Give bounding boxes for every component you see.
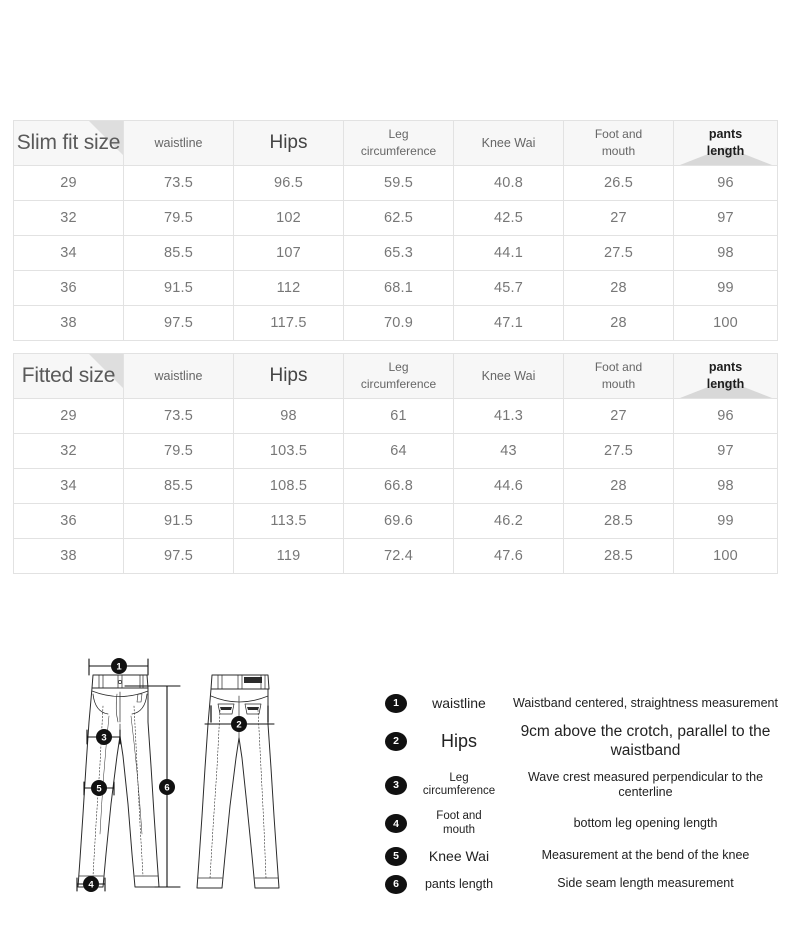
- slim-fit-size-table-container: [13, 120, 777, 341]
- legend-item-hips: [385, 722, 780, 761]
- cell-size: 32: [14, 434, 124, 469]
- column-header-leg-line1: Leg: [388, 126, 409, 141]
- legend-item-leg-circumference: [385, 770, 780, 801]
- cell-waistline: 97.5: [124, 306, 234, 341]
- table-row: [14, 504, 778, 539]
- svg-text:3: 3: [101, 732, 107, 744]
- cell-size: 38: [14, 306, 124, 341]
- cell-foot-and-mouth: 28: [564, 306, 674, 341]
- cell-knee-wai: 44.6: [454, 469, 564, 504]
- column-header-size: [14, 354, 124, 399]
- table-row: [14, 434, 778, 469]
- cell-hips: 103.5: [234, 434, 344, 469]
- table-row: [14, 399, 778, 434]
- cell-leg-circumference: 70.9: [344, 306, 454, 341]
- legend-term-pants-length: pants length: [424, 876, 494, 891]
- table-row: [14, 236, 778, 271]
- column-header-foot-line2: mouth: [601, 377, 636, 391]
- cell-foot-and-mouth: 27: [564, 201, 674, 236]
- cell-knee-wai: 47.1: [454, 306, 564, 341]
- legend-term-foot-line1: Foot and: [436, 810, 482, 822]
- legend-term-waistline: waistline: [432, 695, 486, 712]
- cell-pants-length: 99: [674, 504, 778, 539]
- fitted-size-table-container: [13, 353, 777, 574]
- column-header-pants-length: [674, 354, 778, 399]
- cell-leg-circumference: 66.8: [344, 469, 454, 504]
- table-header-row: [14, 121, 778, 166]
- legend-desc-pants-length: Side seam length measurement: [557, 876, 734, 891]
- cell-leg-circumference: 59.5: [344, 166, 454, 201]
- legend-term-leg-circumference: [407, 772, 511, 800]
- cell-leg-circumference: 65.3: [344, 236, 454, 271]
- table-row: [14, 469, 778, 504]
- column-header-knee-wai: [454, 121, 564, 166]
- column-header-size: [14, 121, 124, 166]
- column-header-hips: [234, 121, 344, 166]
- cell-foot-and-mouth: 28: [564, 469, 674, 504]
- column-header-length-line1: pants: [708, 127, 743, 142]
- legend-desc-hips: 9cm above the crotch, parallel to the waistband: [520, 723, 771, 760]
- cell-pants-length: 96: [674, 166, 778, 201]
- cell-foot-and-mouth: 27.5: [564, 434, 674, 469]
- cell-knee-wai: 47.6: [454, 539, 564, 574]
- column-header-foot-and-mouth: [564, 121, 674, 166]
- legend-term-hips: Hips: [440, 730, 477, 751]
- legend-item-foot-and-mouth: [385, 810, 780, 838]
- cell-size: 38: [14, 539, 124, 574]
- measurement-diagram-section: [0, 636, 790, 936]
- cell-hips: 112: [234, 271, 344, 306]
- cell-knee-wai: 44.1: [454, 236, 564, 271]
- cell-size: 36: [14, 504, 124, 539]
- column-header-waistline: [124, 121, 234, 166]
- cell-foot-and-mouth: 28.5: [564, 539, 674, 574]
- cell-leg-circumference: 69.6: [344, 504, 454, 539]
- cell-hips: 98: [234, 399, 344, 434]
- column-header-hips-label: Hips: [269, 365, 308, 386]
- column-header-foot-line2: mouth: [601, 144, 636, 158]
- cell-size: 32: [14, 201, 124, 236]
- column-header-hips-label: Hips: [269, 132, 308, 153]
- svg-text:6: 6: [164, 782, 170, 794]
- legend-term-leg-line1: Leg: [449, 771, 469, 784]
- legend-item-knee-wai: [385, 847, 780, 866]
- cell-knee-wai: 45.7: [454, 271, 564, 306]
- cell-pants-length: 100: [674, 539, 778, 574]
- cell-leg-circumference: 61: [344, 399, 454, 434]
- marker-1-icon: 1: [385, 694, 407, 713]
- cell-waistline: 97.5: [124, 539, 234, 574]
- cell-foot-and-mouth: 27: [564, 399, 674, 434]
- cell-waistline: 85.5: [124, 469, 234, 504]
- cell-size: 29: [14, 166, 124, 201]
- cell-knee-wai: 41.3: [454, 399, 564, 434]
- legend-item-waistline: [385, 694, 780, 713]
- legend-desc-foot-and-mouth: bottom leg opening length: [573, 815, 718, 830]
- column-header-foot-and-mouth: [564, 354, 674, 399]
- column-header-leg-circumference: [344, 121, 454, 166]
- cell-knee-wai: 42.5: [454, 201, 564, 236]
- cell-waistline: 85.5: [124, 236, 234, 271]
- column-header-leg-circumference: [344, 354, 454, 399]
- column-header-foot-line1: Foot and: [594, 359, 643, 374]
- cell-pants-length: 98: [674, 236, 778, 271]
- cell-leg-circumference: 68.1: [344, 271, 454, 306]
- legend-desc-leg-circumference: Wave crest measured perpendicular to the centerline: [527, 769, 764, 800]
- column-header-knee-wai-label: Knee Wai: [481, 369, 536, 383]
- cell-hips: 108.5: [234, 469, 344, 504]
- back-view-jeans: [197, 675, 279, 888]
- cell-foot-and-mouth: 28.5: [564, 504, 674, 539]
- table-row: [14, 539, 778, 574]
- marker-6-icon: 6: [385, 875, 407, 894]
- cell-waistline: 79.5: [124, 434, 234, 469]
- cell-waistline: 73.5: [124, 166, 234, 201]
- cell-hips: 107: [234, 236, 344, 271]
- cell-waistline: 79.5: [124, 201, 234, 236]
- column-header-foot-line1: Foot and: [594, 126, 643, 141]
- column-header-waistline-label: waistline: [154, 136, 203, 150]
- column-header-waistline-label: waistline: [154, 369, 203, 383]
- column-header-size-label: Slim fit size: [16, 131, 121, 154]
- cell-hips: 117.5: [234, 306, 344, 341]
- cell-knee-wai: 40.8: [454, 166, 564, 201]
- front-view-jeans: [78, 675, 159, 887]
- legend-term-foot-and-mouth: [407, 810, 511, 838]
- cell-knee-wai: 46.2: [454, 504, 564, 539]
- cell-hips: 102: [234, 201, 344, 236]
- cell-pants-length: 97: [674, 201, 778, 236]
- legend-term-foot-line2: mouth: [443, 823, 475, 836]
- cell-pants-length: 96: [674, 399, 778, 434]
- legend-term-knee-wai: Knee Wai: [428, 847, 490, 864]
- svg-text:1: 1: [116, 661, 122, 673]
- table-row: [14, 271, 778, 306]
- marker-4-icon: 4: [385, 814, 407, 833]
- column-header-leg-line1: Leg: [388, 359, 409, 374]
- column-header-knee-wai: [454, 354, 564, 399]
- column-header-leg-line2: circumference: [360, 377, 437, 391]
- legend-desc-waistline: Waistband centered, straightness measurement: [513, 695, 778, 710]
- table-row: [14, 201, 778, 236]
- column-header-length-line2: length: [706, 144, 745, 158]
- table-header-row: [14, 354, 778, 399]
- cell-leg-circumference: 62.5: [344, 201, 454, 236]
- cell-hips: 113.5: [234, 504, 344, 539]
- marker-3-icon: 3: [385, 776, 407, 795]
- cell-foot-and-mouth: 28: [564, 271, 674, 306]
- cell-size: 29: [14, 399, 124, 434]
- cell-foot-and-mouth: 27.5: [564, 236, 674, 271]
- cell-waistline: 91.5: [124, 504, 234, 539]
- column-header-waistline: [124, 354, 234, 399]
- slim-fit-size-table: [13, 120, 778, 341]
- cell-pants-length: 99: [674, 271, 778, 306]
- table-row: [14, 166, 778, 201]
- svg-text:4: 4: [88, 879, 94, 891]
- column-header-leg-line2: circumference: [360, 144, 437, 158]
- legend-desc-knee-wai: Measurement at the bend of the knee: [541, 848, 750, 863]
- cell-pants-length: 97: [674, 434, 778, 469]
- svg-text:2: 2: [236, 719, 242, 731]
- table-row: [14, 306, 778, 341]
- column-header-pants-length: [674, 121, 778, 166]
- cell-waistline: 73.5: [124, 399, 234, 434]
- marker-5-icon: 5: [385, 847, 407, 866]
- cell-knee-wai: 43: [454, 434, 564, 469]
- cell-size: 36: [14, 271, 124, 306]
- cell-hips: 96.5: [234, 166, 344, 201]
- legend-item-pants-length: [385, 875, 780, 894]
- cell-leg-circumference: 64: [344, 434, 454, 469]
- marker-2-icon: 2: [385, 732, 407, 751]
- cell-leg-circumference: 72.4: [344, 539, 454, 574]
- cell-size: 34: [14, 236, 124, 271]
- column-header-size-label: Fitted size: [21, 364, 116, 387]
- column-header-hips: [234, 354, 344, 399]
- column-header-knee-wai-label: Knee Wai: [481, 136, 536, 150]
- fitted-size-table: [13, 353, 778, 574]
- svg-text:5: 5: [96, 783, 102, 795]
- column-header-length-line1: pants: [708, 360, 743, 375]
- measurement-legend: [385, 694, 780, 903]
- cell-size: 34: [14, 469, 124, 504]
- cell-pants-length: 98: [674, 469, 778, 504]
- legend-term-leg-line2: circumference: [422, 785, 496, 798]
- column-header-length-line2: length: [706, 377, 745, 391]
- cell-pants-length: 100: [674, 306, 778, 341]
- pants-measurement-diagram: [62, 644, 362, 924]
- cell-waistline: 91.5: [124, 271, 234, 306]
- cell-foot-and-mouth: 26.5: [564, 166, 674, 201]
- cell-hips: 119: [234, 539, 344, 574]
